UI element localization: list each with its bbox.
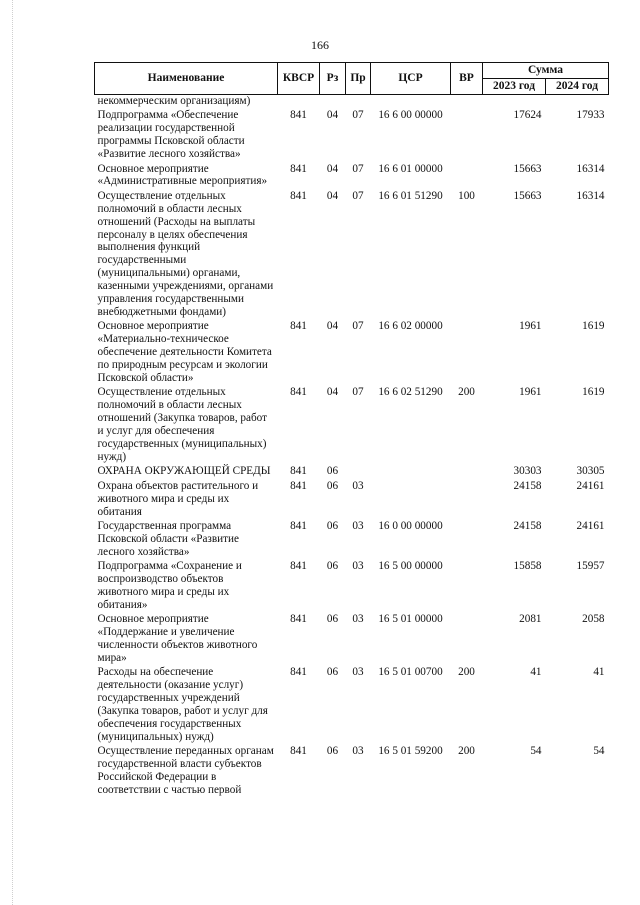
cell-sum-2023: 54 xyxy=(530,745,542,758)
cell-sum-2024: 24161 xyxy=(576,479,605,492)
cell-vr xyxy=(451,465,483,479)
cell-pr: 07 xyxy=(352,189,364,202)
cell-name: Подпрограмма «Сохранение и воспроизводство объектов животного мира и среды их обитания» xyxy=(97,560,242,611)
cell-sum-2023: 17624 xyxy=(513,109,542,122)
cell-sum-2024: 1619 xyxy=(582,386,605,399)
cell-kvsr xyxy=(278,95,320,110)
cell-rz: 06 xyxy=(326,560,339,573)
cell-name: Основное мероприятие «Материально-техническое обеспечение деятельности Комитета по природным ресурсам и экологии Псковской области» xyxy=(97,320,272,385)
cell-vr xyxy=(451,95,483,110)
cell-sum-2023: 15663 xyxy=(513,189,542,202)
table-row xyxy=(95,95,609,110)
cell-kvsr: 841 xyxy=(290,520,307,532)
cell-rz: 06 xyxy=(326,666,339,679)
cell-csr: 16 6 02 00000 xyxy=(378,320,443,333)
cell-sum-2024: 16314 xyxy=(576,162,605,175)
cell-sum-2024: 54 xyxy=(593,745,605,758)
cell-csr: 16 5 01 00000 xyxy=(378,613,443,626)
table-row xyxy=(95,745,609,798)
cell-pr: 07 xyxy=(352,109,364,122)
cell-vr xyxy=(451,480,483,520)
cell-rz: 06 xyxy=(326,479,339,492)
table-row xyxy=(95,480,609,520)
table-row xyxy=(95,520,609,560)
cell-kvsr: 841 xyxy=(290,613,307,626)
cell-pr: 03 xyxy=(352,745,364,758)
cell-sum-2023: 1961 xyxy=(519,320,542,333)
table-row xyxy=(95,190,609,321)
table-row xyxy=(95,386,609,465)
cell-sum-2023: 15663 xyxy=(513,162,542,175)
cell-name: некоммерческим организациям) xyxy=(97,95,251,107)
cell-vr xyxy=(451,520,483,560)
cell-vr xyxy=(451,613,483,666)
cell-rz: 04 xyxy=(326,386,339,399)
cell-rz: 06 xyxy=(326,745,339,758)
cell-name: Расходы на обеспечение деятельности (оказание услуг) государственных учреждений (Закупка товаров, работ и услуг для обеспечения государственных (муниципальных) нужд) xyxy=(97,666,268,743)
cell-vr: 200 xyxy=(458,386,475,399)
cell-sum-2023: 30303 xyxy=(513,465,542,478)
cell-pr: 07 xyxy=(352,162,364,175)
header-csr: ЦСР xyxy=(371,63,451,95)
cell-sum-2023 xyxy=(483,95,546,110)
cell-pr: 03 xyxy=(352,560,364,573)
cell-kvsr: 841 xyxy=(290,465,307,478)
cell-name: Основное мероприятие «Поддержание и увеличение численности объектов животного мира» xyxy=(97,613,258,665)
cell-csr: 16 5 00 00000 xyxy=(378,560,443,573)
cell-sum-2024: 41 xyxy=(593,666,605,679)
cell-kvsr: 841 xyxy=(290,745,307,758)
cell-vr xyxy=(451,163,483,190)
cell-sum-2024 xyxy=(546,95,609,110)
cell-name: ОХРАНА ОКРУЖАЮЩЕЙ СРЕДЫ xyxy=(97,465,271,478)
table-body xyxy=(95,95,609,799)
header-rz: Рз xyxy=(320,63,346,95)
header-sum: Сумма xyxy=(483,63,609,79)
cell-pr: 03 xyxy=(352,666,364,679)
cell-name: Подпрограмма «Обеспечение реализации государственной программы Псковской области «Развитие лесного хозяйства» xyxy=(97,109,245,161)
cell-sum-2024: 16314 xyxy=(576,189,605,202)
cell-kvsr: 841 xyxy=(290,666,307,679)
header-vr: ВР xyxy=(451,63,483,95)
cell-kvsr: 841 xyxy=(290,479,307,492)
cell-vr xyxy=(451,320,483,386)
cell-pr: 03 xyxy=(352,520,364,532)
cell-pr: 03 xyxy=(352,613,364,626)
budget-table xyxy=(94,62,609,799)
cell-vr: 200 xyxy=(458,666,475,679)
cell-name: Осуществление отдельных полномочий в области лесных отношений (Закупка товаров, работ и услуг для обеспечения государственных (муниципальных) нужд) xyxy=(97,386,268,463)
cell-sum-2024: 24161 xyxy=(576,520,605,532)
cell-pr: 07 xyxy=(352,386,364,399)
cell-sum-2024: 17933 xyxy=(576,109,605,122)
header-year-2023: 2023 год xyxy=(483,79,546,95)
cell-sum-2023: 1961 xyxy=(519,386,542,399)
cell-vr: 100 xyxy=(458,189,475,202)
cell-vr xyxy=(451,109,483,162)
cell-sum-2023: 41 xyxy=(530,666,542,679)
cell-sum-2024: 30305 xyxy=(576,465,605,478)
header-pr: Пр xyxy=(346,63,371,95)
cell-rz: 04 xyxy=(326,320,339,333)
cell-kvsr: 841 xyxy=(290,386,307,399)
cell-name: Осуществление переданных органам государственной власти субъектов Российской Федерации в соответствии с частью первой xyxy=(97,745,274,797)
cell-name: Основное мероприятие «Административные мероприятия» xyxy=(97,162,268,188)
cell-name: Государственная программа Псковской области «Развитие лесного хозяйства» xyxy=(97,520,239,558)
cell-csr xyxy=(371,95,451,110)
cell-csr: 16 0 00 00000 xyxy=(378,520,443,532)
header-name: Наименование xyxy=(95,63,278,95)
cell-csr xyxy=(371,480,451,520)
cell-sum-2023: 2081 xyxy=(519,613,542,626)
cell-name: Охрана объектов растительного и животного мира и среды их обитания xyxy=(97,479,259,518)
cell-vr xyxy=(451,560,483,613)
cell-csr: 16 6 00 00000 xyxy=(378,109,443,122)
cell-rz: 04 xyxy=(326,189,339,202)
cell-csr xyxy=(371,465,451,479)
cell-rz: 04 xyxy=(326,162,339,175)
table-row xyxy=(95,560,609,613)
table-row xyxy=(95,320,609,386)
cell-rz: 06 xyxy=(326,520,339,532)
cell-kvsr: 841 xyxy=(290,109,307,122)
table-row xyxy=(95,109,609,162)
cell-sum-2023: 24158 xyxy=(513,520,542,532)
cell-kvsr: 841 xyxy=(290,320,307,333)
cell-rz: 06 xyxy=(326,465,339,478)
cell-sum-2023: 24158 xyxy=(513,479,542,492)
page-edge-line xyxy=(12,0,13,905)
page-number: 166 xyxy=(311,38,329,52)
cell-sum-2024: 1619 xyxy=(582,320,605,333)
cell-csr: 16 5 01 00700 xyxy=(378,666,443,679)
cell-name: Осуществление отдельных полномочий в области лесных отношений (Расходы на выплаты персоналу в целях обеспечения выполнения функций государственными (муниципальными) органами, казенными учреждениями, органами управления государственными внебюджетными фондами) xyxy=(97,189,274,318)
table-row xyxy=(95,465,609,479)
cell-pr xyxy=(346,95,371,110)
header-kvsr: КВСР xyxy=(278,63,320,95)
cell-pr: 03 xyxy=(352,479,364,492)
cell-rz: 04 xyxy=(326,109,339,122)
cell-csr: 16 6 02 51290 xyxy=(378,386,443,399)
cell-pr: 07 xyxy=(352,320,364,333)
table-header xyxy=(95,63,609,95)
table-row xyxy=(95,613,609,666)
table-row xyxy=(95,666,609,745)
cell-kvsr: 841 xyxy=(290,162,307,175)
header-year-2024: 2024 год xyxy=(546,79,609,95)
cell-csr: 16 6 01 51290 xyxy=(378,189,443,202)
cell-csr: 16 5 01 59200 xyxy=(378,745,443,758)
cell-sum-2024: 15957 xyxy=(576,560,605,573)
cell-pr xyxy=(346,465,371,479)
cell-rz xyxy=(320,95,346,110)
cell-sum-2024: 2058 xyxy=(582,613,605,626)
cell-kvsr: 841 xyxy=(290,189,307,202)
cell-vr: 200 xyxy=(458,745,475,758)
cell-rz: 06 xyxy=(326,613,339,626)
cell-kvsr: 841 xyxy=(290,560,307,573)
cell-sum-2023: 15858 xyxy=(513,560,542,573)
table-row xyxy=(95,163,609,190)
cell-csr: 16 6 01 00000 xyxy=(378,162,443,175)
